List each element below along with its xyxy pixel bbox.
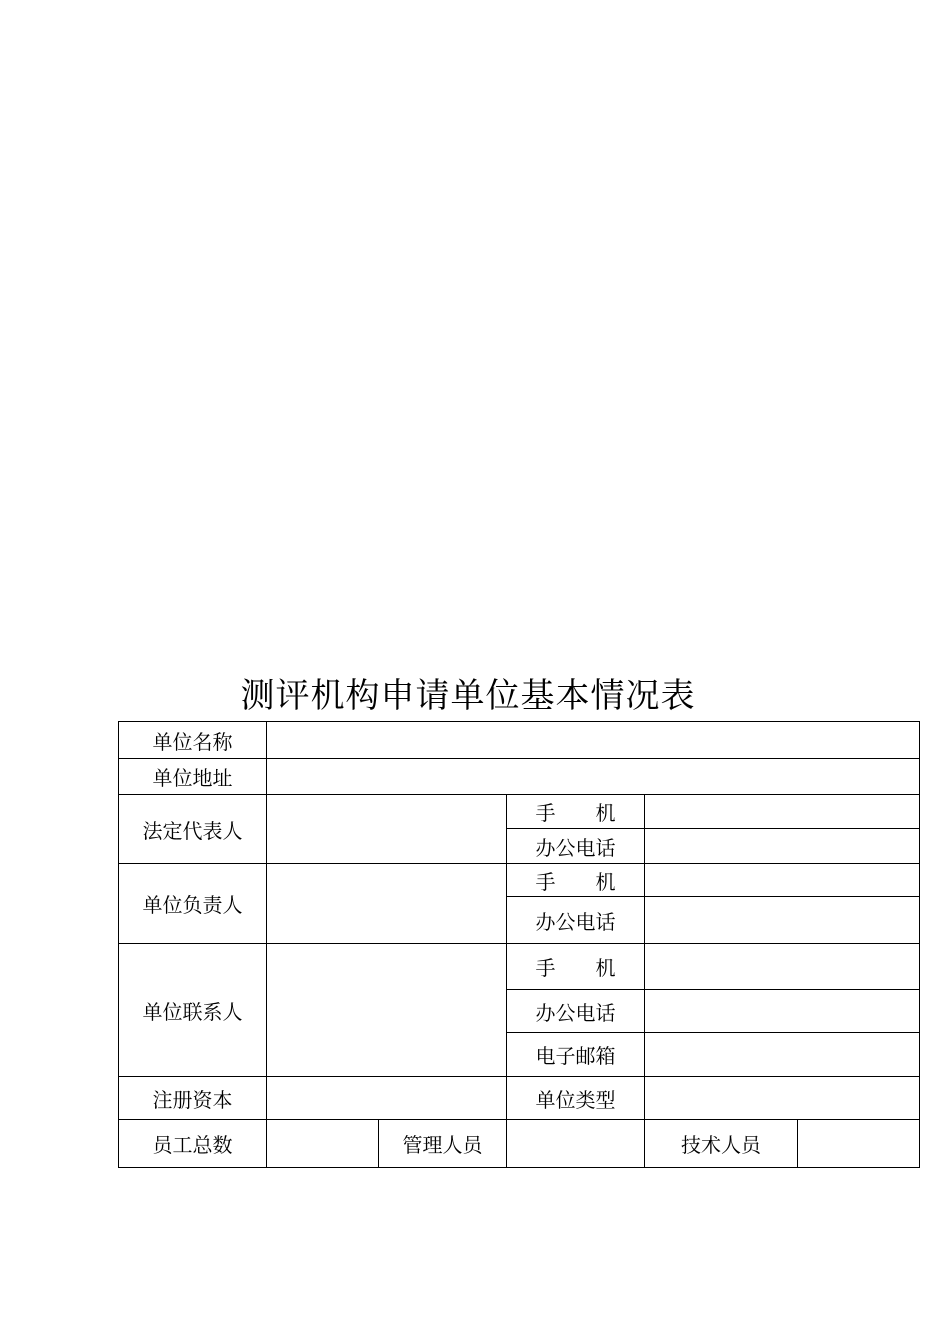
unit-contact-mobile-value[interactable] [645, 944, 920, 990]
legal-rep-value[interactable] [267, 795, 507, 864]
unit-contact-office-phone-label: 办公电话 [507, 990, 645, 1033]
unit-head-mobile-value[interactable] [645, 864, 920, 897]
legal-rep-mobile-value[interactable] [645, 795, 920, 829]
reg-capital-value[interactable] [267, 1077, 507, 1120]
legal-rep-office-phone-value[interactable] [645, 829, 920, 864]
tech-staff-label: 技术人员 [645, 1120, 798, 1168]
unit-contact-value[interactable] [267, 944, 507, 1077]
unit-name-label: 单位名称 [119, 722, 267, 759]
legal-rep-office-phone-label: 办公电话 [507, 829, 645, 864]
unit-contact-email-label: 电子邮箱 [507, 1033, 645, 1077]
total-staff-value[interactable] [267, 1120, 379, 1168]
unit-contact-email-value[interactable] [645, 1033, 920, 1077]
unit-head-office-phone-value[interactable] [645, 897, 920, 944]
reg-capital-label: 注册资本 [119, 1077, 267, 1120]
mgmt-staff-value[interactable] [507, 1120, 645, 1168]
unit-head-value[interactable] [267, 864, 507, 944]
legal-rep-label: 法定代表人 [119, 795, 267, 864]
unit-contact-label: 单位联系人 [119, 944, 267, 1077]
unit-address-value[interactable] [267, 759, 920, 795]
basic-info-table [118, 721, 920, 1168]
unit-head-mobile-label: 手 机 [507, 864, 645, 897]
unit-head-label: 单位负责人 [119, 864, 267, 944]
mgmt-staff-label: 管理人员 [379, 1120, 507, 1168]
unit-name-value[interactable] [267, 722, 920, 759]
form-title: 测评机构申请单位基本情况表 [240, 676, 696, 716]
unit-contact-office-phone-value[interactable] [645, 990, 920, 1033]
unit-head-office-phone-label: 办公电话 [507, 897, 645, 944]
unit-type-value[interactable] [645, 1077, 920, 1120]
legal-rep-mobile-label: 手 机 [507, 795, 645, 829]
unit-address-label: 单位地址 [119, 759, 267, 795]
total-staff-label: 员工总数 [119, 1120, 267, 1168]
tech-staff-value[interactable] [798, 1120, 920, 1168]
unit-contact-mobile-label: 手 机 [507, 944, 645, 990]
unit-type-label: 单位类型 [507, 1077, 645, 1120]
